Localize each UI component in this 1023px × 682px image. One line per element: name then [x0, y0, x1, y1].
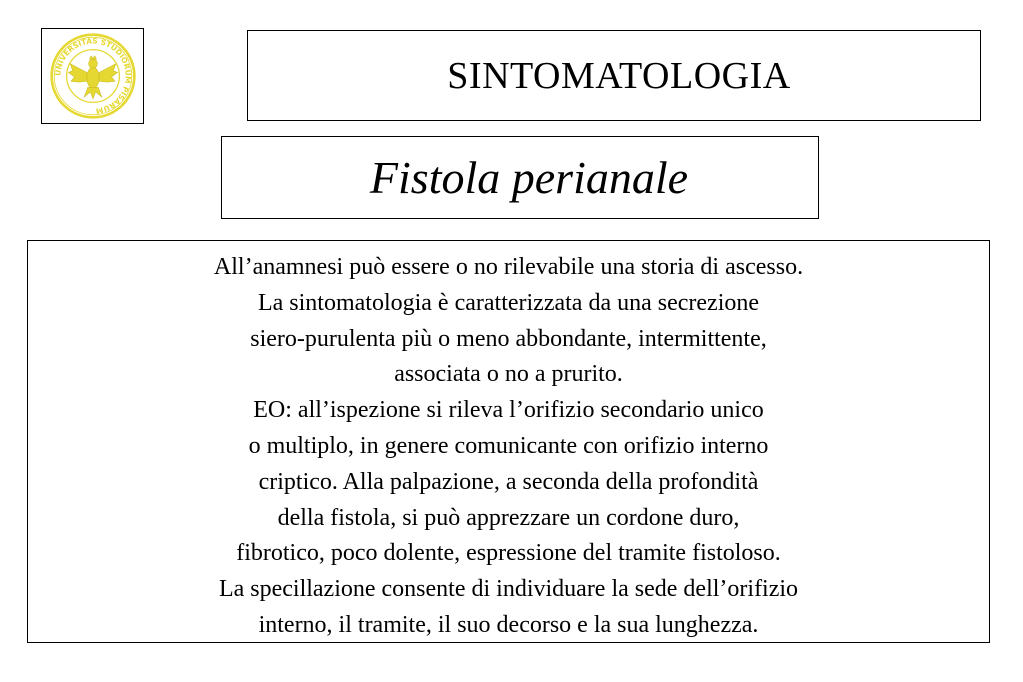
body-line: o multiplo, in genere comunicante con orifizio interno [248, 432, 769, 459]
university-seal-icon [47, 32, 139, 120]
title-frame [247, 30, 981, 121]
subtitle-frame [221, 136, 819, 219]
body-line: La sintomatologia è caratterizzata da una secrezione [257, 289, 760, 316]
body-line: siero-purulenta più o meno abbondante, intermittente, [250, 325, 767, 352]
body-line: La specillazione consente di individuare la sede dell’orifizio [218, 576, 799, 603]
body-line: fibrotico, poco dolente, espressione del tramite fistoloso. [236, 540, 781, 567]
body-line: interno, il tramite, il suo decorso e la sua lunghezza. [258, 611, 759, 638]
logo-frame [41, 28, 144, 124]
body-line: All’anamnesi può essere o no rilevabile una storia di ascesso. [213, 254, 804, 280]
body-line: associata o no a prurito. [394, 361, 623, 388]
body-line: della fistola, si può apprezzare un cordone duro, [277, 504, 740, 531]
body-text-frame [27, 240, 990, 643]
body-line: criptico. Alla palpazione, a seconda della profondità [258, 468, 759, 495]
page-subtitle: Fistola perianale [369, 152, 689, 203]
seal-text: UNIVERSITAS STUDIORUM PISARUM [52, 36, 133, 116]
page-title: SINTOMATOLOGIA [447, 54, 791, 97]
body-line: EO: all’ispezione si rileva l’orifizio secondario unico [253, 397, 764, 424]
